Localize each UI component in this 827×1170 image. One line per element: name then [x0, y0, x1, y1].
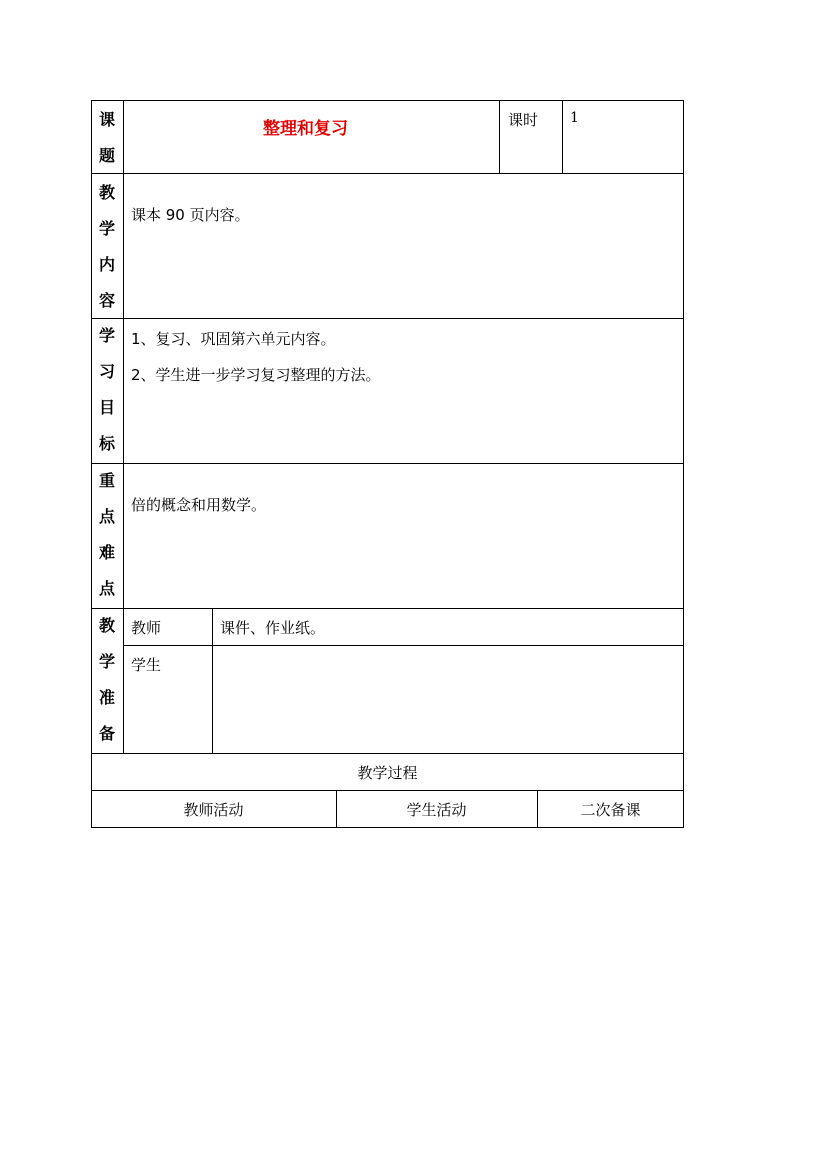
key-points-label [91, 463, 123, 607]
process-title: 教学过程 [357, 764, 418, 782]
preparation-label-char: 准 [98, 688, 115, 707]
objectives-label-char: 习 [98, 362, 115, 381]
lesson-title: 整理和复习 [263, 119, 348, 139]
second-prep-header: 二次备课 [580, 801, 641, 819]
class-hours-label: 课时 [508, 111, 539, 129]
key-points-label-char: 点 [98, 507, 115, 526]
student-activity-header: 学生活动 [406, 801, 467, 819]
student-prep-label: 学生 [131, 656, 162, 674]
content-label-char: 教 [98, 183, 115, 202]
objective-item: 2、学生进一步学习复习整理的方法。 [131, 366, 381, 384]
objectives-label-char: 目 [98, 398, 115, 417]
content-text: 课本 90 页内容。 [131, 206, 250, 224]
teacher-prep-label: 教师 [131, 619, 162, 637]
content-label-char: 容 [98, 291, 115, 310]
key-points-text: 倍的概念和用数学。 [131, 496, 267, 514]
teacher-activity-header: 教师活动 [183, 801, 244, 819]
content-label [91, 175, 123, 319]
content-label-char: 学 [98, 219, 115, 238]
preparation-label [91, 608, 123, 752]
objectives-label-char: 标 [98, 434, 115, 453]
lesson-plan-table [91, 100, 684, 828]
objective-item: 1、复习、巩固第六单元内容。 [131, 330, 336, 348]
preparation-label-char: 备 [98, 724, 115, 743]
teacher-prep-value: 课件、作业纸。 [220, 619, 326, 637]
subject-label-char: 课 [98, 110, 115, 129]
key-points-label-char: 难 [98, 543, 115, 562]
key-points-label-char: 重 [98, 471, 115, 490]
objectives-label-char: 学 [98, 326, 115, 345]
class-hours-value: 1 [570, 110, 579, 126]
preparation-label-char: 教 [98, 616, 115, 635]
content-label-char: 内 [98, 255, 115, 274]
subject-label-char: 题 [98, 146, 115, 165]
subject-label [91, 102, 123, 174]
preparation-label-char: 学 [98, 652, 115, 671]
objectives-label [91, 318, 123, 462]
key-points-label-char: 点 [98, 579, 115, 598]
